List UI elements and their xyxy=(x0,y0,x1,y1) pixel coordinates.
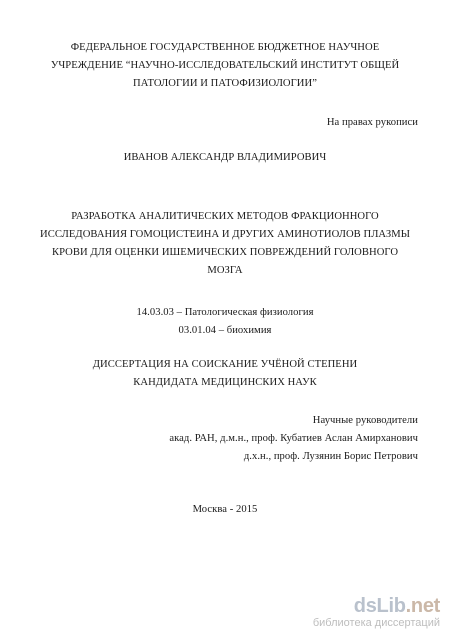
institution-line-3: ПАТОЛОГИИ И ПАТОФИЗИОЛОГИИ” xyxy=(133,78,317,89)
author-name: ИВАНОВ АЛЕКСАНДР ВЛАДИМИРОВИЧ xyxy=(123,152,327,163)
dslib-subtitle: библиотека диссертаций xyxy=(312,617,440,629)
dissertation-title-line-3: КРОВИ ДЛЯ ОЦЕНКИ ИШЕМИЧЕСКИХ ПОВРЕЖДЕНИЙ ГОЛОВНОГО xyxy=(51,247,399,258)
dslib-logo-tld: .net xyxy=(405,595,440,617)
dissertation-title-line-4: МОЗГА xyxy=(207,265,243,276)
institution-line-2: УЧРЕЖДЕНИЕ “НАУЧНО-ИССЛЕДОВАТЕЛЬСКИЙ ИНСТИТУТ ОБЩЕЙ xyxy=(50,60,400,71)
dissertation-title-line-1: РАЗРАБОТКА АНАЛИТИЧЕСКИХ МЕТОДОВ ФРАКЦИОННОГО xyxy=(71,211,379,222)
place-and-year: Москва - 2015 xyxy=(192,504,258,515)
dslib-logo xyxy=(310,595,440,617)
supervisor-second: д.х.н., проф. Лузянин Борис Петрович xyxy=(243,451,418,462)
dissertation-title-line-2: ИССЛЕДОВАНИЯ ГОМОЦИСТЕИНА И ДРУГИХ АМИНОТИОЛОВ ПЛАЗМЫ xyxy=(40,229,410,240)
specialty-line-1: 14.03.03 – Патологическая физиология xyxy=(136,307,314,318)
institution-line-1: ФЕДЕРАЛЬНОЕ ГОСУДАРСТВЕННОЕ БЮДЖЕТНОЕ НАУЧНОЕ xyxy=(70,42,380,53)
dslib-watermark xyxy=(310,595,440,629)
supervisor-first: акад. РАН, д.м.н., проф. Кубатиев Аслан Амирханович xyxy=(169,433,418,444)
dslib-logo-main: dsLib xyxy=(353,595,406,617)
degree-line-2: КАНДИДАТА МЕДИЦИНСКИХ НАУК xyxy=(133,377,317,388)
specialty-line-2: 03.01.04 – биохимия xyxy=(178,325,272,336)
degree-line-1: ДИССЕРТАЦИЯ НА СОИСКАНИЕ УЧЁНОЙ СТЕПЕНИ xyxy=(92,359,358,370)
supervisors-heading: Научные руководители xyxy=(312,415,418,426)
manuscript-rights-note: На правах рукописи xyxy=(326,117,418,128)
